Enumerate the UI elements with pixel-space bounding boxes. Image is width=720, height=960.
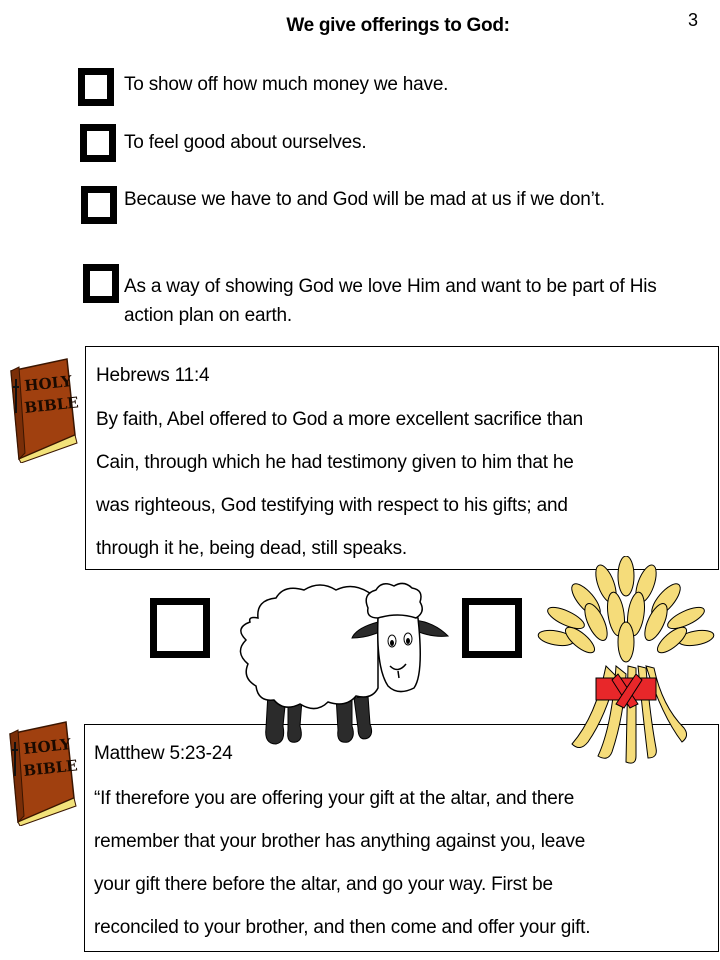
verse-line: remember that your brother has anything against you, leave (94, 831, 586, 852)
verse-text (96, 398, 716, 570)
verse-line: “If therefore you are offering your gift at the altar, and there (94, 788, 575, 809)
verse-text (94, 777, 719, 949)
verse-line: your gift there before the altar, and go your way. First be (94, 874, 553, 895)
svg-text:BIBLE: BIBLE (23, 393, 80, 417)
verse-line: Cain, through which he had testimony given to him that he (96, 452, 574, 473)
option-checkbox-2[interactable] (80, 124, 116, 162)
verse-line: through it he, being dead, still speaks. (96, 538, 407, 559)
holy-bible-icon (5, 355, 80, 463)
verse-box-hebrews (85, 346, 719, 570)
wheat-checkbox[interactable] (462, 598, 522, 658)
option-checkbox-4[interactable] (83, 264, 119, 303)
option-label-3: Because we have to and God will be mad at us if we don’t. (124, 189, 605, 210)
verse-line: was righteous, God testifying with respect to his gifts; and (96, 495, 568, 516)
svg-text:BIBLE: BIBLE (22, 756, 79, 780)
option-label-4: As a way of showing God we love Him and want to be part of His action plan on earth. (124, 276, 657, 326)
verse-reference: Hebrews 11:4 (96, 365, 210, 386)
sheep-icon (228, 578, 450, 750)
svg-text:HOLY: HOLY (23, 372, 73, 395)
page-title: We give offerings to God: (286, 15, 510, 36)
verse-reference: Matthew 5:23-24 (94, 743, 233, 764)
option-label-2: To feel good about ourselves. (124, 132, 367, 153)
wheat-sheaf-icon (536, 556, 716, 766)
verse-line: By faith, Abel offered to God a more excellent sacrifice than (96, 409, 584, 430)
option-checkbox-1[interactable] (78, 68, 114, 106)
page-number: 3 (688, 10, 699, 30)
sheep-checkbox[interactable] (150, 598, 210, 658)
svg-text:HOLY: HOLY (22, 735, 72, 758)
verse-line: reconciled to your brother, and then come and offer your gift. (94, 917, 591, 938)
option-checkbox-3[interactable] (81, 186, 117, 224)
option-label-1: To show off how much money we have. (124, 74, 449, 95)
holy-bible-icon (4, 718, 79, 826)
